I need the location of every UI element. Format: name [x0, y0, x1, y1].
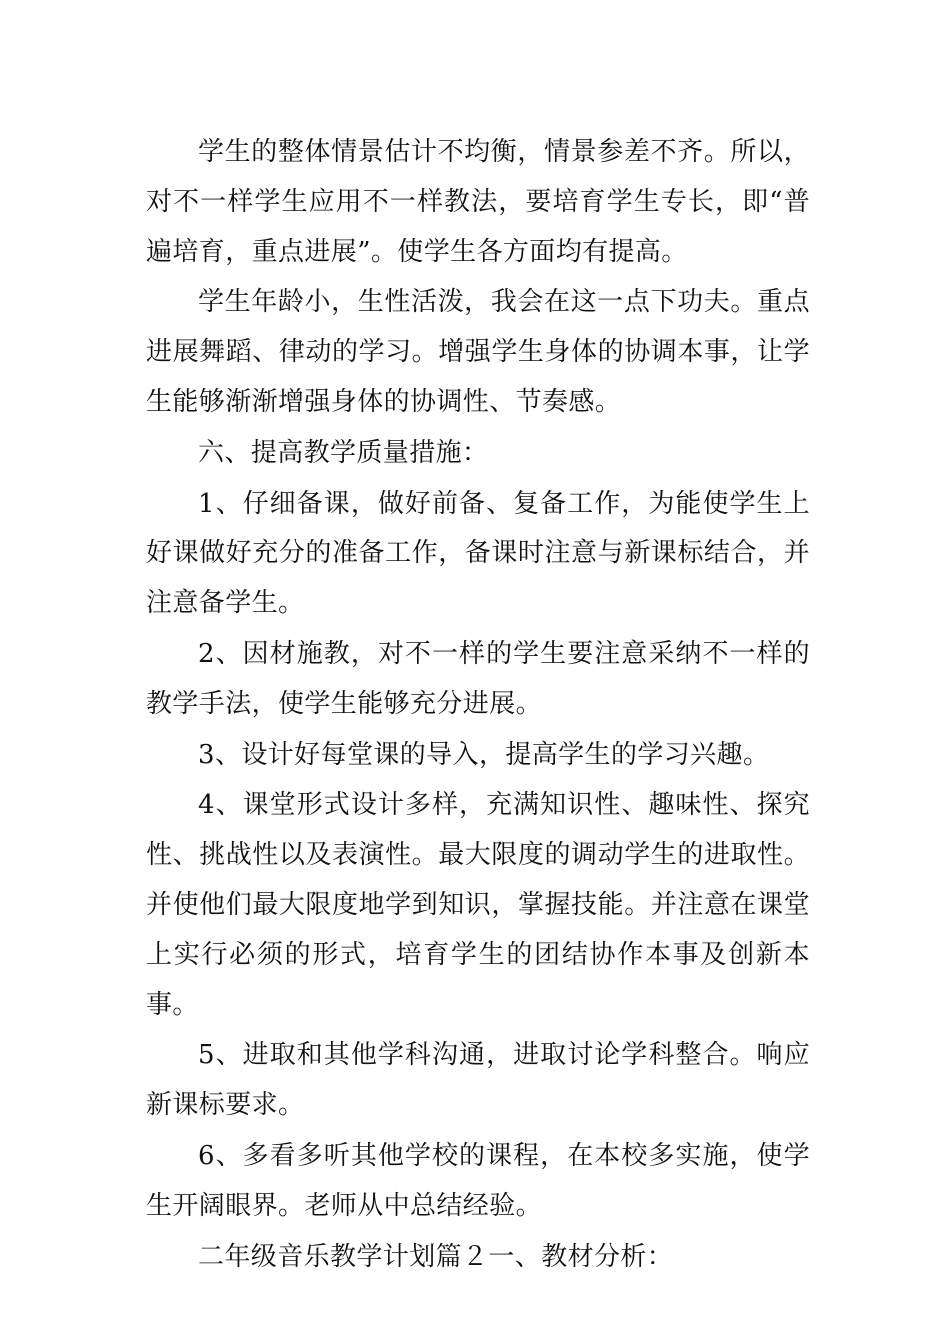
paragraph-student-balance: 学生的整体情景估计不均衡，情景参差不齐。所以，对不一样学生应用不一样教法，要培育学生专长，即“普遍培育，重点进展”。使学生各方面均有提高。	[146, 137, 810, 267]
section-heading-plan-2: 二年级音乐教学计划篇２一、教材分析：	[198, 1241, 674, 1272]
list-item-5: 5、进取和其他学科沟通，进取讨论学科整合。响应新课标要求。	[146, 1040, 810, 1121]
list-item-6: 6、多看多听其他学校的课程，在本校多实施，使学生开阔眼界。老师从中总结经验。	[146, 1140, 810, 1221]
list-item-2: 2、因材施教，对不一样的学生要注意采纳不一样的教学手法，使学生能够充分进展。	[146, 638, 810, 719]
list-item-1: 1、仔细备课，做好前备、复备工作，为能使学生上好课做好充分的准备工作，备课时注意与新课标结合，并注意备学生。	[146, 488, 810, 619]
list-item-4: 4、课堂形式设计多样，充满知识性、趣味性、探究性、挑战性以及表演性。最大限度的调动学生的进取性。并使他们最大限度地学到知识，掌握技能。并注意在课堂上实行必须的形式，培育学生的团结协作本事及创新本事。	[146, 790, 810, 1020]
paragraph-student-age: 学生年龄小，生性活泼，我会在这一点下功夫。重点进展舞蹈、律动的学习。增强学生身体的协调本事，让学生能够渐渐增强身体的协调性、节奏感。	[146, 287, 810, 417]
list-item-3: 3、设计好每堂课的导入，提高学生的学习兴趣。	[198, 739, 770, 770]
section-heading-quality-measures: 六、提高教学质量措施：	[198, 437, 489, 468]
document-body	[146, 128, 810, 1283]
